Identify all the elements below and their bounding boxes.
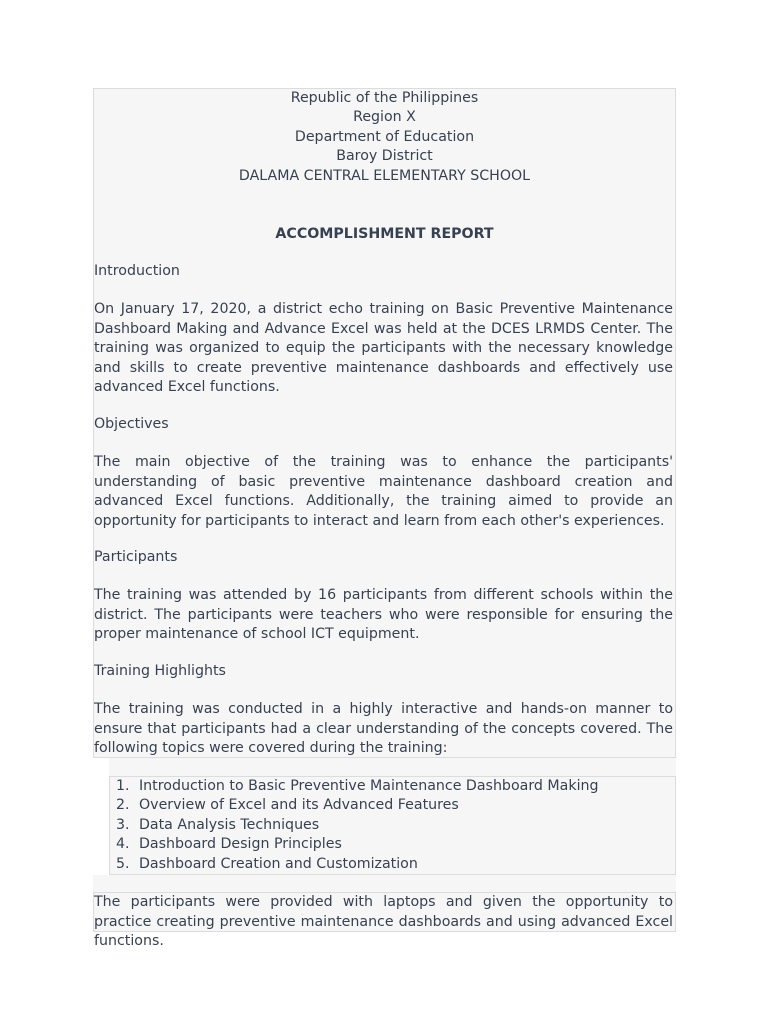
list-item-number: 3. (116, 816, 130, 833)
list-item-text: Introduction to Basic Preventive Maintenance Dashboard Making (139, 778, 599, 794)
list-item-number: 2. (116, 797, 130, 814)
list-item-number: 1. (116, 778, 130, 794)
topics-list (109, 776, 676, 875)
letterhead (94, 89, 675, 186)
participants-heading: Participants (94, 549, 178, 565)
list-item (110, 796, 675, 815)
list-item-number: 4. (116, 836, 130, 853)
introduction-paragraph: On January 17, 2020, a district echo training on Basic Preventive Maintenance Dashboard Making and Advance Excel was held at the DCES LRMDS Center. The training was organized to equip the participants with the necessary knowledge and skills to create preventive maintenance dashboards and effectively use advanced Excel functions. (94, 301, 673, 395)
introduction-heading: Introduction (94, 263, 180, 279)
closing-section (93, 892, 676, 949)
report-body (93, 88, 676, 758)
list-item-text: Overview of Excel and its Advanced Features (139, 797, 459, 814)
header-school: DALAMA CENTRAL ELEMENTARY SCHOOL (238, 167, 531, 184)
header-district: Baroy District (336, 148, 433, 165)
objectives-paragraph: The main objective of the training was to enhance the participants' understanding of basic preventive maintenance dashboard creation and advanced Excel functions. Additionally, the training aimed to provide an opportunity for participants to interact and learn from each other's experiences. (94, 454, 673, 529)
list-item (110, 777, 675, 796)
participants-paragraph: The training was attended by 16 participants from different schools within the district. The participants were teachers who were responsible for ensuring the proper maintenance of school ICT equipment. (94, 587, 673, 642)
list-item-number: 5. (116, 855, 130, 872)
header-region: Region X (353, 109, 416, 126)
header-department: Department of Education (294, 128, 475, 145)
list-spacer (109, 758, 676, 776)
header-country: Republic of the Philippines (290, 90, 479, 106)
list-item (110, 816, 675, 835)
highlights-paragraph: The training was conducted in a highly interactive and hands-on manner to ensure that participants had a clear understanding of the concepts covered. The following topics were covered during the training: (94, 701, 673, 756)
highlights-heading: Training Highlights (94, 663, 226, 679)
list-item-text: Data Analysis Techniques (139, 816, 320, 833)
report-title: ACCOMPLISHMENT REPORT (275, 226, 494, 242)
list-item-text: Dashboard Creation and Customization (139, 855, 418, 872)
objectives-heading: Objectives (94, 416, 169, 432)
list-item (110, 835, 675, 854)
list-item-text: Dashboard Design Principles (139, 836, 342, 853)
closing-spacer (93, 875, 676, 892)
list-item (110, 855, 675, 874)
closing-paragraph: The participants were provided with laptops and given the opportunity to practice creating preventive maintenance dashboards and using advanced Excel functions. (94, 894, 673, 949)
